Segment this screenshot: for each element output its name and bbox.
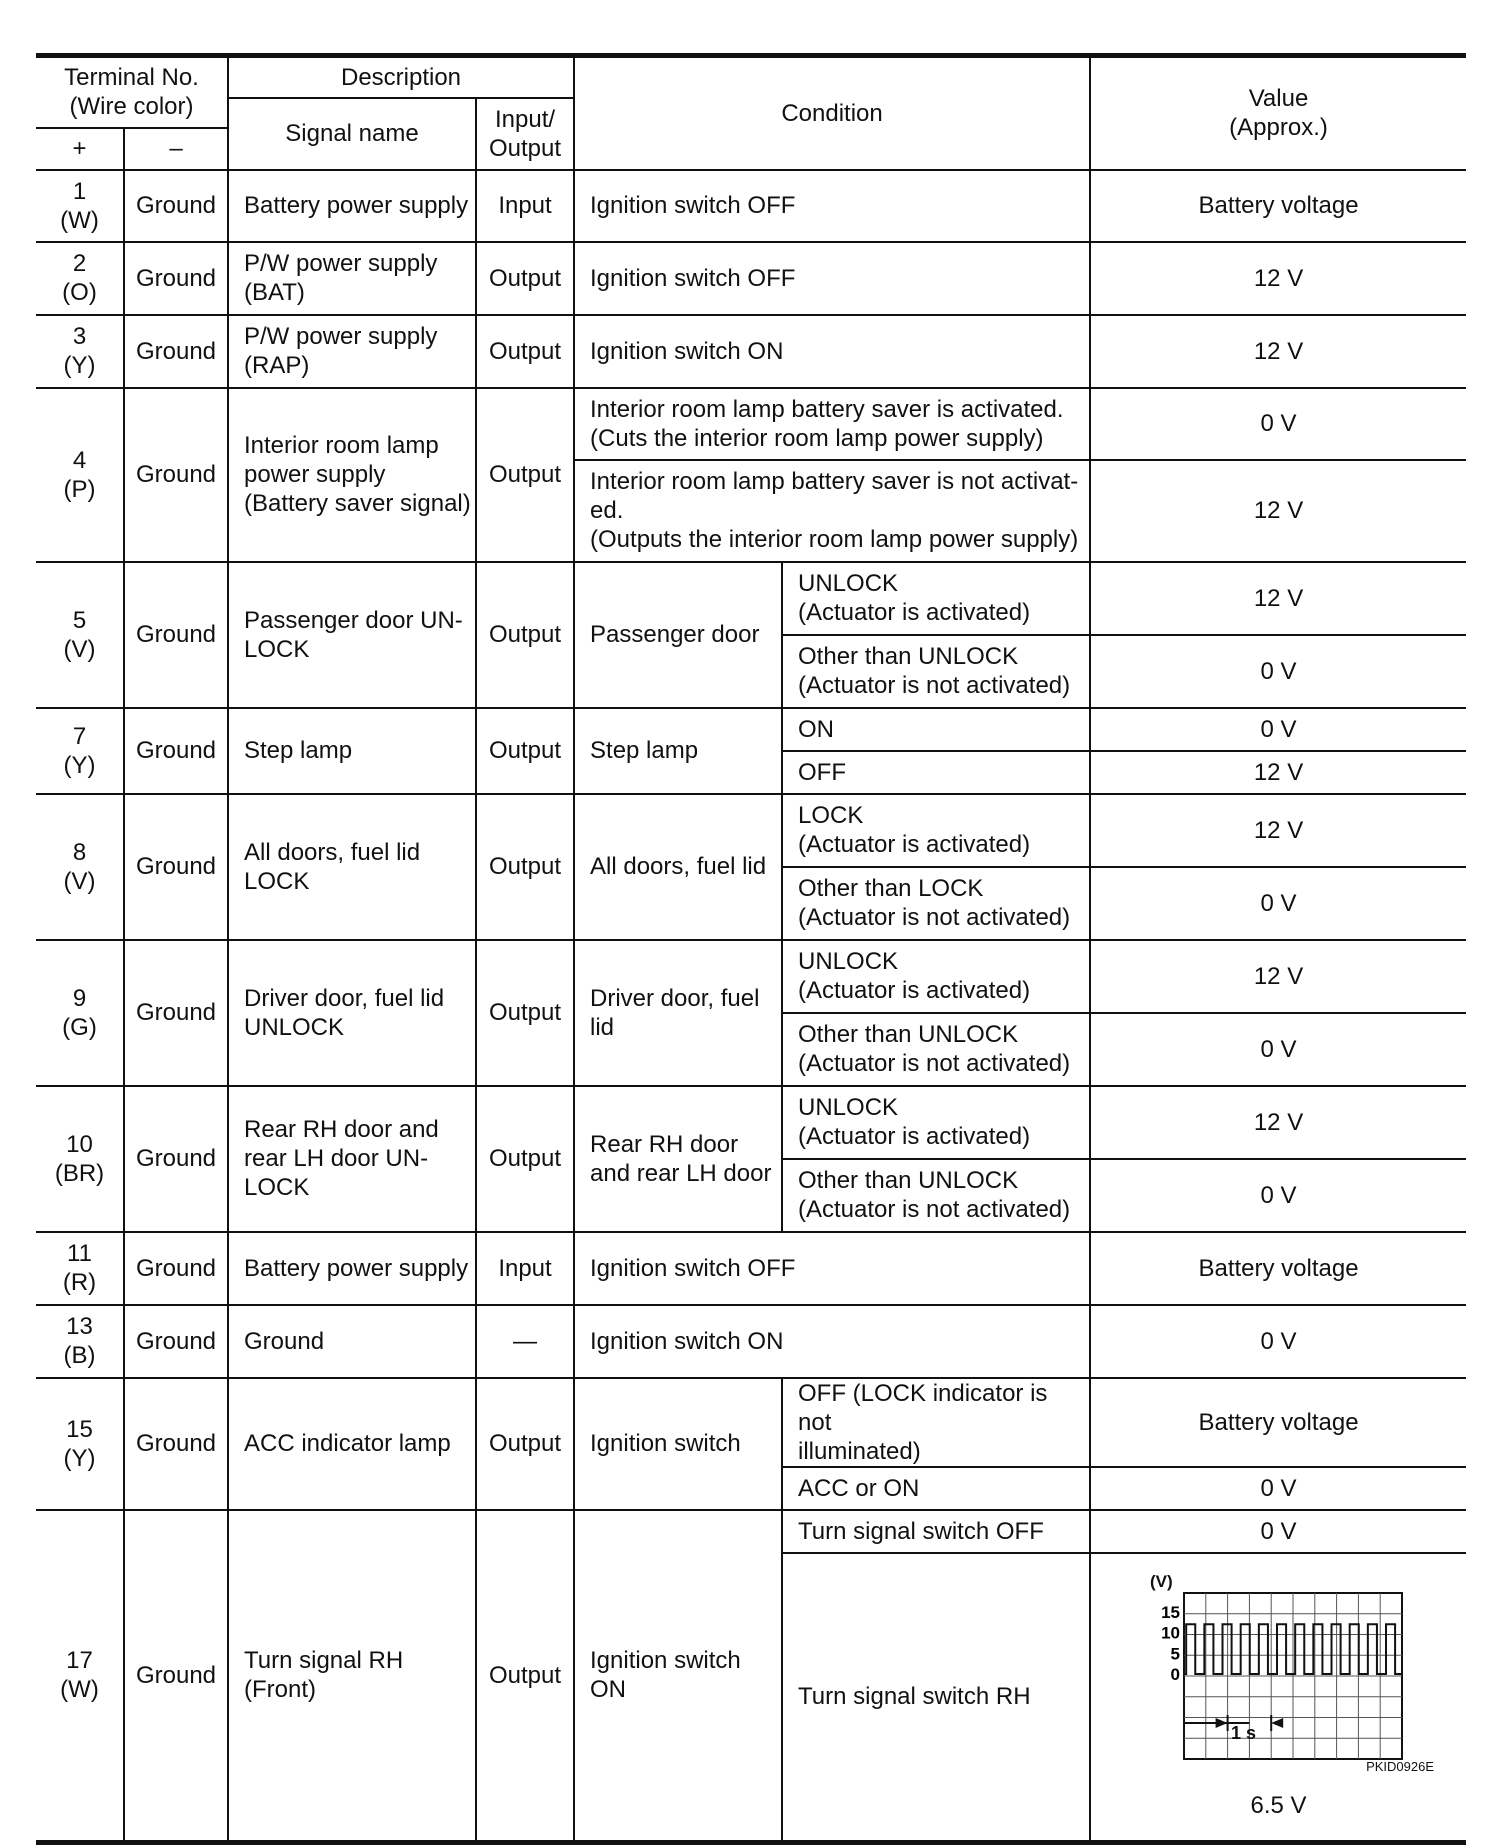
time-arrow-icon bbox=[1215, 1718, 1227, 1728]
sub-condition-cell: UNLOCK (Actuator is activated) bbox=[782, 562, 1090, 635]
figure-id: PKID0926E bbox=[1366, 1759, 1435, 1775]
header-value bbox=[1090, 56, 1466, 170]
terminal-table bbox=[36, 53, 1466, 1845]
io-cell: Output bbox=[476, 1086, 574, 1232]
sub-condition-cell: Other than UNLOCK (Actuator is not activated) bbox=[782, 635, 1090, 708]
terminal-table-document bbox=[36, 53, 1466, 1845]
table-row bbox=[36, 1232, 1466, 1305]
signal-cell: P/W power supply (RAP) bbox=[228, 315, 476, 388]
signal-cell: ACC indicator lamp bbox=[228, 1378, 476, 1510]
io-cell: Input bbox=[476, 1232, 574, 1305]
value-cell: 0 V bbox=[1090, 1305, 1466, 1378]
header-minus: – bbox=[124, 128, 228, 170]
ground-cell: Ground bbox=[124, 940, 228, 1086]
terminal-cell: 13 (B) bbox=[36, 1305, 124, 1378]
sub-condition-cell: UNLOCK (Actuator is activated) bbox=[782, 1086, 1090, 1159]
table-row bbox=[36, 1086, 1466, 1159]
io-cell: Output bbox=[476, 794, 574, 940]
io-cell: Output bbox=[476, 388, 574, 562]
condition-cell: Ignition switch ON bbox=[574, 1510, 782, 1843]
terminal-cell: 4 (P) bbox=[36, 388, 124, 562]
table-row bbox=[36, 940, 1466, 1013]
header-description: Description bbox=[228, 56, 574, 98]
signal-cell: Battery power supply bbox=[228, 170, 476, 242]
sub-condition-cell: Other than UNLOCK (Actuator is not activated) bbox=[782, 1159, 1090, 1232]
sub-condition-cell: LOCK (Actuator is activated) bbox=[782, 794, 1090, 867]
waveform-value-cell bbox=[1090, 1553, 1466, 1843]
condition-cell: Ignition switch OFF bbox=[574, 1232, 1090, 1305]
ground-cell: Ground bbox=[124, 242, 228, 315]
header-signal-name: Signal name bbox=[228, 98, 476, 170]
condition-cell: Ignition switch ON bbox=[574, 1305, 1090, 1378]
terminal-cell: 8 (V) bbox=[36, 794, 124, 940]
ground-cell: Ground bbox=[124, 562, 228, 708]
value-cell: 12 V bbox=[1090, 751, 1466, 794]
header-input-output bbox=[476, 98, 574, 170]
condition-cell: Passenger door bbox=[574, 562, 782, 708]
io-cell: Output bbox=[476, 1378, 574, 1510]
condition-cell: Driver door, fuel lid bbox=[574, 940, 782, 1086]
ground-cell: Ground bbox=[124, 794, 228, 940]
sub-condition-cell: Turn signal switch OFF bbox=[782, 1510, 1090, 1553]
signal-cell: All doors, fuel lid LOCK bbox=[228, 794, 476, 940]
table-row bbox=[36, 1305, 1466, 1378]
terminal-cell: 15 (Y) bbox=[36, 1378, 124, 1510]
value-cell: 12 V bbox=[1090, 1086, 1466, 1159]
signal-cell: Step lamp bbox=[228, 708, 476, 794]
header-value-line1: Value bbox=[1248, 85, 1309, 113]
table-row bbox=[36, 388, 1466, 460]
signal-cell: Ground bbox=[228, 1305, 476, 1378]
sub-condition-cell: OFF bbox=[782, 751, 1090, 794]
y-tick-label: 0 bbox=[1170, 1665, 1180, 1685]
value-cell: 0 V bbox=[1090, 1467, 1466, 1510]
value-cell: 12 V bbox=[1090, 242, 1466, 315]
value-cell: 12 V bbox=[1090, 562, 1466, 635]
time-arrow-icon bbox=[1271, 1718, 1283, 1728]
value-cell: Battery voltage bbox=[1090, 170, 1466, 242]
value-cell: 12 V bbox=[1090, 940, 1466, 1013]
y-tick-label: 10 bbox=[1160, 1623, 1180, 1643]
value-cell: Battery voltage bbox=[1090, 1232, 1466, 1305]
signal-cell: Battery power supply bbox=[228, 1232, 476, 1305]
ground-cell: Ground bbox=[124, 170, 228, 242]
terminal-cell: 9 (G) bbox=[36, 940, 124, 1086]
value-cell: 0 V bbox=[1090, 708, 1466, 751]
signal-cell: Interior room lamp power supply (Battery saver signal) bbox=[228, 388, 476, 562]
header-io-line2: Output bbox=[488, 134, 562, 162]
condition-cell: Ignition switch bbox=[574, 1378, 782, 1510]
io-cell: Input bbox=[476, 170, 574, 242]
y-tick-label: 5 bbox=[1170, 1644, 1180, 1664]
ground-cell: Ground bbox=[124, 315, 228, 388]
sub-condition-cell: ACC or ON bbox=[782, 1467, 1090, 1510]
terminal-cell: 11 (R) bbox=[36, 1232, 124, 1305]
table-row bbox=[36, 315, 1466, 388]
ground-cell: Ground bbox=[124, 1510, 228, 1843]
signal-cell: Rear RH door and rear LH door UN- LOCK bbox=[228, 1086, 476, 1232]
ground-cell: Ground bbox=[124, 708, 228, 794]
header-io-line1: Input/ bbox=[494, 105, 556, 133]
signal-cell: Driver door, fuel lid UNLOCK bbox=[228, 940, 476, 1086]
io-cell: Output bbox=[476, 315, 574, 388]
sub-condition-cell: ON bbox=[782, 708, 1090, 751]
signal-cell: Passenger door UN- LOCK bbox=[228, 562, 476, 708]
condition-cell: Rear RH door and rear LH door bbox=[574, 1086, 782, 1232]
table-row bbox=[36, 562, 1466, 635]
table-row bbox=[36, 1510, 1466, 1553]
condition-cell: Step lamp bbox=[574, 708, 782, 794]
signal-cell: Turn signal RH (Front) bbox=[228, 1510, 476, 1843]
header-wire-color: (Wire color) bbox=[69, 93, 194, 121]
value-cell: 12 V bbox=[1090, 794, 1466, 867]
io-cell: Output bbox=[476, 940, 574, 1086]
table-row bbox=[36, 242, 1466, 315]
condition-cell: Ignition switch OFF bbox=[574, 242, 1090, 315]
terminal-cell: 10 (BR) bbox=[36, 1086, 124, 1232]
table-row bbox=[36, 708, 1466, 751]
io-cell: Output bbox=[476, 1510, 574, 1843]
y-tick-label: 15 bbox=[1160, 1603, 1180, 1622]
header-value-line2: (Approx.) bbox=[1229, 114, 1328, 142]
condition-cell: Interior room lamp battery saver is activated. (Cuts the interior room lamp power supply) bbox=[574, 388, 1090, 460]
table-row bbox=[36, 794, 1466, 867]
value-cell: 0 V bbox=[1090, 388, 1466, 460]
header-terminal-no: Terminal No. bbox=[64, 64, 199, 92]
terminal-cell: 7 (Y) bbox=[36, 708, 124, 794]
turn-signal-waveform bbox=[1144, 1571, 1414, 1761]
sub-condition-cell: Turn signal switch RH bbox=[782, 1553, 1090, 1843]
sub-condition-cell: UNLOCK (Actuator is activated) bbox=[782, 940, 1090, 1013]
value-cell: 6.5 V bbox=[1250, 1792, 1307, 1820]
value-cell: 12 V bbox=[1090, 315, 1466, 388]
header-condition: Condition bbox=[574, 56, 1090, 170]
sub-condition-cell: OFF (LOCK indicator is not illuminated) bbox=[782, 1378, 1090, 1467]
ground-cell: Ground bbox=[124, 388, 228, 562]
value-cell: 0 V bbox=[1090, 867, 1466, 940]
signal-cell: P/W power supply (BAT) bbox=[228, 242, 476, 315]
terminal-cell: 3 (Y) bbox=[36, 315, 124, 388]
value-cell: 12 V bbox=[1090, 460, 1466, 562]
io-cell: Output bbox=[476, 708, 574, 794]
terminal-cell: 17 (W) bbox=[36, 1510, 124, 1843]
ground-cell: Ground bbox=[124, 1086, 228, 1232]
header-plus: + bbox=[36, 128, 124, 170]
value-cell: 0 V bbox=[1090, 1510, 1466, 1553]
value-cell: Battery voltage bbox=[1090, 1378, 1466, 1467]
time-scale-label: 1 s bbox=[1230, 1723, 1256, 1744]
terminal-cell: 5 (V) bbox=[36, 562, 124, 708]
terminal-cell: 2 (O) bbox=[36, 242, 124, 315]
io-cell: Output bbox=[476, 242, 574, 315]
io-cell: — bbox=[476, 1305, 574, 1378]
io-cell: Output bbox=[476, 562, 574, 708]
condition-cell: Ignition switch ON bbox=[574, 315, 1090, 388]
value-cell: 0 V bbox=[1090, 1013, 1466, 1086]
condition-cell: Ignition switch OFF bbox=[574, 170, 1090, 242]
ground-cell: Ground bbox=[124, 1378, 228, 1510]
sub-condition-cell: Other than LOCK (Actuator is not activated) bbox=[782, 867, 1090, 940]
ground-cell: Ground bbox=[124, 1305, 228, 1378]
condition-cell: All doors, fuel lid bbox=[574, 794, 782, 940]
value-cell: 0 V bbox=[1090, 1159, 1466, 1232]
table-row bbox=[36, 1378, 1466, 1467]
ground-cell: Ground bbox=[124, 1232, 228, 1305]
condition-cell: Interior room lamp battery saver is not activat- ed. (Outputs the interior room lamp power supply) bbox=[574, 460, 1090, 562]
waveform-unit-label: (V) bbox=[1149, 1572, 1173, 1592]
header-terminal bbox=[36, 56, 228, 128]
terminal-cell: 1 (W) bbox=[36, 170, 124, 242]
sub-condition-cell: Other than UNLOCK (Actuator is not activated) bbox=[782, 1013, 1090, 1086]
value-cell: 0 V bbox=[1090, 635, 1466, 708]
table-row bbox=[36, 170, 1466, 242]
